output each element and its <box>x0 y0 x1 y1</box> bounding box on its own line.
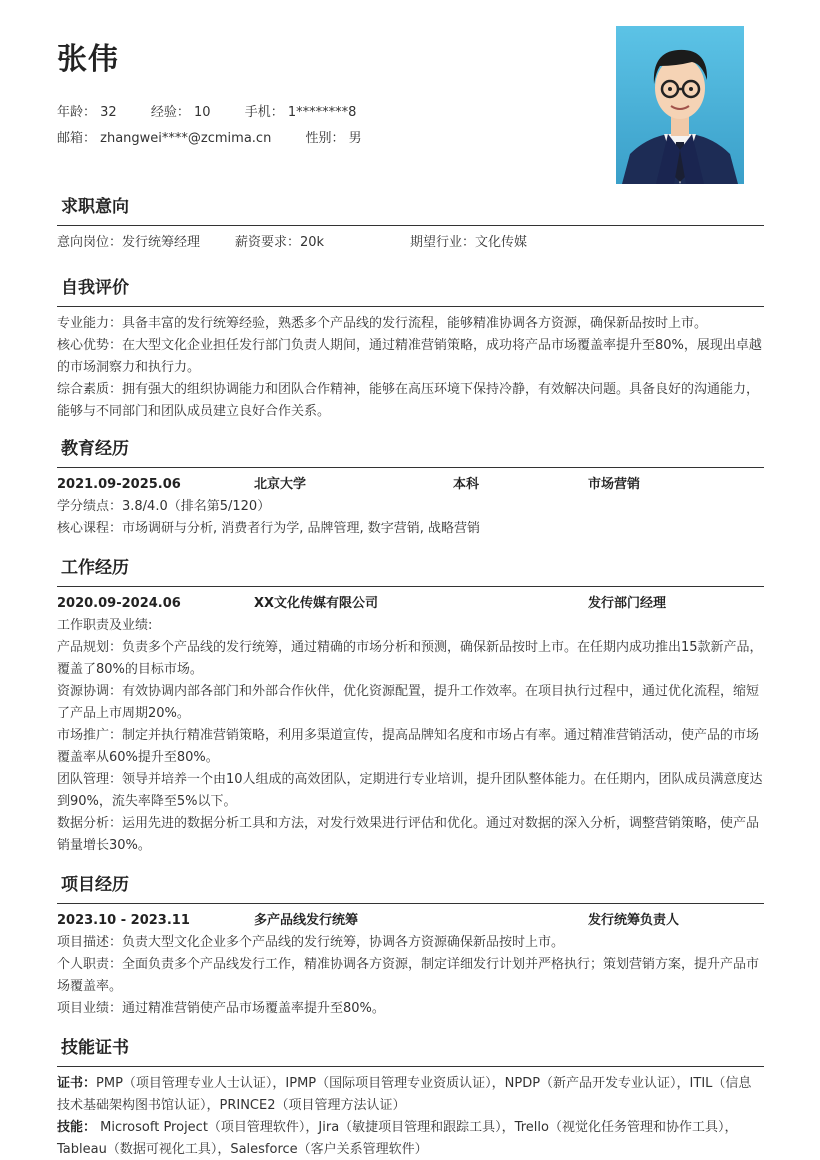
work-line: 数据分析：运用先进的数据分析工具和方法，对发行效果进行评估和优化。通过对数据的深入分析，调整营销策略，使产品销量增长30%。 <box>57 816 760 853</box>
education-gpa: 学分绩点：3.8/4.0（排名第5/120） <box>57 499 271 514</box>
section-title: 技能证书 <box>61 1038 129 1058</box>
avatar-illustration <box>616 26 744 184</box>
project-line: 项目业绩：通过精准营销使产品市场覆盖率提升至80%。 <box>57 1001 385 1016</box>
intent-position: 意向岗位：发行统筹经理 <box>57 235 201 250</box>
email-field <box>57 127 271 146</box>
gender-field <box>305 127 361 146</box>
section-job-intent <box>57 195 764 254</box>
basic-info-row-2 <box>57 127 392 146</box>
phone-value: 1********8 <box>287 105 357 120</box>
section-title: 工作经历 <box>61 558 129 578</box>
phone-field <box>245 101 357 120</box>
section-title: 教育经历 <box>61 439 129 459</box>
section-skills <box>57 1036 764 1160</box>
project-line: 个人职责：全面负责多个产品线发行工作，精准协调各方资源，制定详细发行计划并严格执行；策划营销方案，提升产品市场覆盖率。 <box>57 957 760 994</box>
work-line: 市场推广：制定并执行精准营销策略，利用多渠道宣传，提高品牌知名度和市场占有率。通过精准营销活动，使产品的市场覆盖率从60%提升至80%。 <box>57 728 760 765</box>
email-value: zhangwei****@zcmima.cn <box>100 131 272 146</box>
skills-value: Microsoft Project（项目管理软件），Jira（敏捷项目管理和跟踪工具），Trello（视觉化任务管理和协作工具），Tableau（数据可视化工具），Salesforce（客户关系管理软件） <box>57 1120 738 1157</box>
section-projects <box>57 873 764 1020</box>
work-line: 资源协调：有效协调内部各部门和外部合作伙伴，优化资源配置，提升工作效率。在项目执行过程中，通过优化流程，缩短了产品上市周期20%。 <box>57 684 760 721</box>
gender-label: 性别： <box>305 131 345 146</box>
self-eval-line: 综合素质：拥有强大的组织协调能力和团队合作精神，能够在高压环境下保持冷静，有效解决问题。具备良好的沟通能力，能够与不同部门和团队成员建立良好合作关系。 <box>57 382 760 419</box>
section-self-evaluation <box>57 276 764 423</box>
section-education <box>57 437 764 540</box>
section-work-experience <box>57 556 764 857</box>
section-title: 项目经历 <box>61 875 129 895</box>
age-label: 年龄： <box>57 105 97 120</box>
education-major: 市场营销 <box>588 477 641 492</box>
education-courses: 核心课程：市场调研与分析, 消费者行为学, 品牌管理, 数字营销, 战略营销 <box>57 521 481 536</box>
work-line: 团队管理：领导并培养一个由10人组成的高效团队，定期进行专业培训，提升团队整体能力。在任期内，团队成员满意度达到90%，流失率降至5%以下。 <box>57 772 763 809</box>
skills <box>57 1117 764 1160</box>
project-role: 发行统筹负责人 <box>588 913 680 928</box>
section-title: 求职意向 <box>61 197 129 217</box>
basic-info-row-1 <box>57 101 386 120</box>
education-degree: 本科 <box>453 477 480 492</box>
email-label: 邮箱： <box>57 131 97 146</box>
experience-label: 经验： <box>150 105 190 120</box>
self-eval-line: 专业能力：具备丰富的发行统筹经验，熟悉多个产品线的发行流程，能够精准协调各方资源，确保新品按时上市。 <box>57 316 708 331</box>
certificates-value: PMP（项目管理专业人士认证），IPMP（国际项目管理专业资质认证），NPDP（新产品开发专业认证），ITIL（信息技术基础架构图书馆认证），PRINCE2（项目管理方法认证） <box>57 1076 752 1113</box>
education-period: 2021.09-2025.06 <box>57 477 181 492</box>
age-value: 32 <box>100 105 117 120</box>
education-header-row <box>57 474 764 496</box>
project-header-row <box>57 910 764 932</box>
work-line: 产品规划：负责多个产品线的发行统筹，通过精确的市场分析和预测，确保新品按时上市。在任期内成功推出15款新产品，覆盖了80%的目标市场。 <box>57 640 763 677</box>
work-header-row <box>57 593 764 615</box>
project-name: 多产品线发行统筹 <box>254 913 359 928</box>
certificates <box>57 1073 764 1117</box>
experience-value: 10 <box>194 105 211 120</box>
work-role: 发行部门经理 <box>588 596 667 611</box>
section-title: 自我评价 <box>61 278 129 298</box>
intent-salary: 薪资要求：20k <box>235 235 325 250</box>
project-period: 2023.10 - 2023.11 <box>57 913 190 928</box>
profile-photo <box>616 26 744 184</box>
work-period: 2020.09-2024.06 <box>57 596 181 611</box>
education-school: 北京大学 <box>254 477 307 492</box>
self-eval-line: 核心优势：在大型文化企业担任发行部门负责人期间，通过精准营销策略，成功将产品市场覆盖率提升至80%，展现出卓越的市场洞察力和执行力。 <box>57 338 762 375</box>
skills-label: 技能： <box>57 1120 97 1135</box>
intent-industry: 期望行业：文化传媒 <box>410 235 528 250</box>
work-line: 工作职责及业绩: <box>57 618 153 633</box>
certificates-label: 证书： <box>57 1076 97 1091</box>
age-field <box>57 101 117 120</box>
gender-value: 男 <box>348 131 362 146</box>
experience-field <box>151 101 211 120</box>
candidate-name: 张伟 <box>57 42 119 77</box>
project-line: 项目描述：负责大型文化企业多个产品线的发行统筹，协调各方资源确保新品按时上市。 <box>57 935 565 950</box>
work-company: XX文化传媒有限公司 <box>254 596 379 611</box>
phone-label: 手机： <box>244 105 284 120</box>
